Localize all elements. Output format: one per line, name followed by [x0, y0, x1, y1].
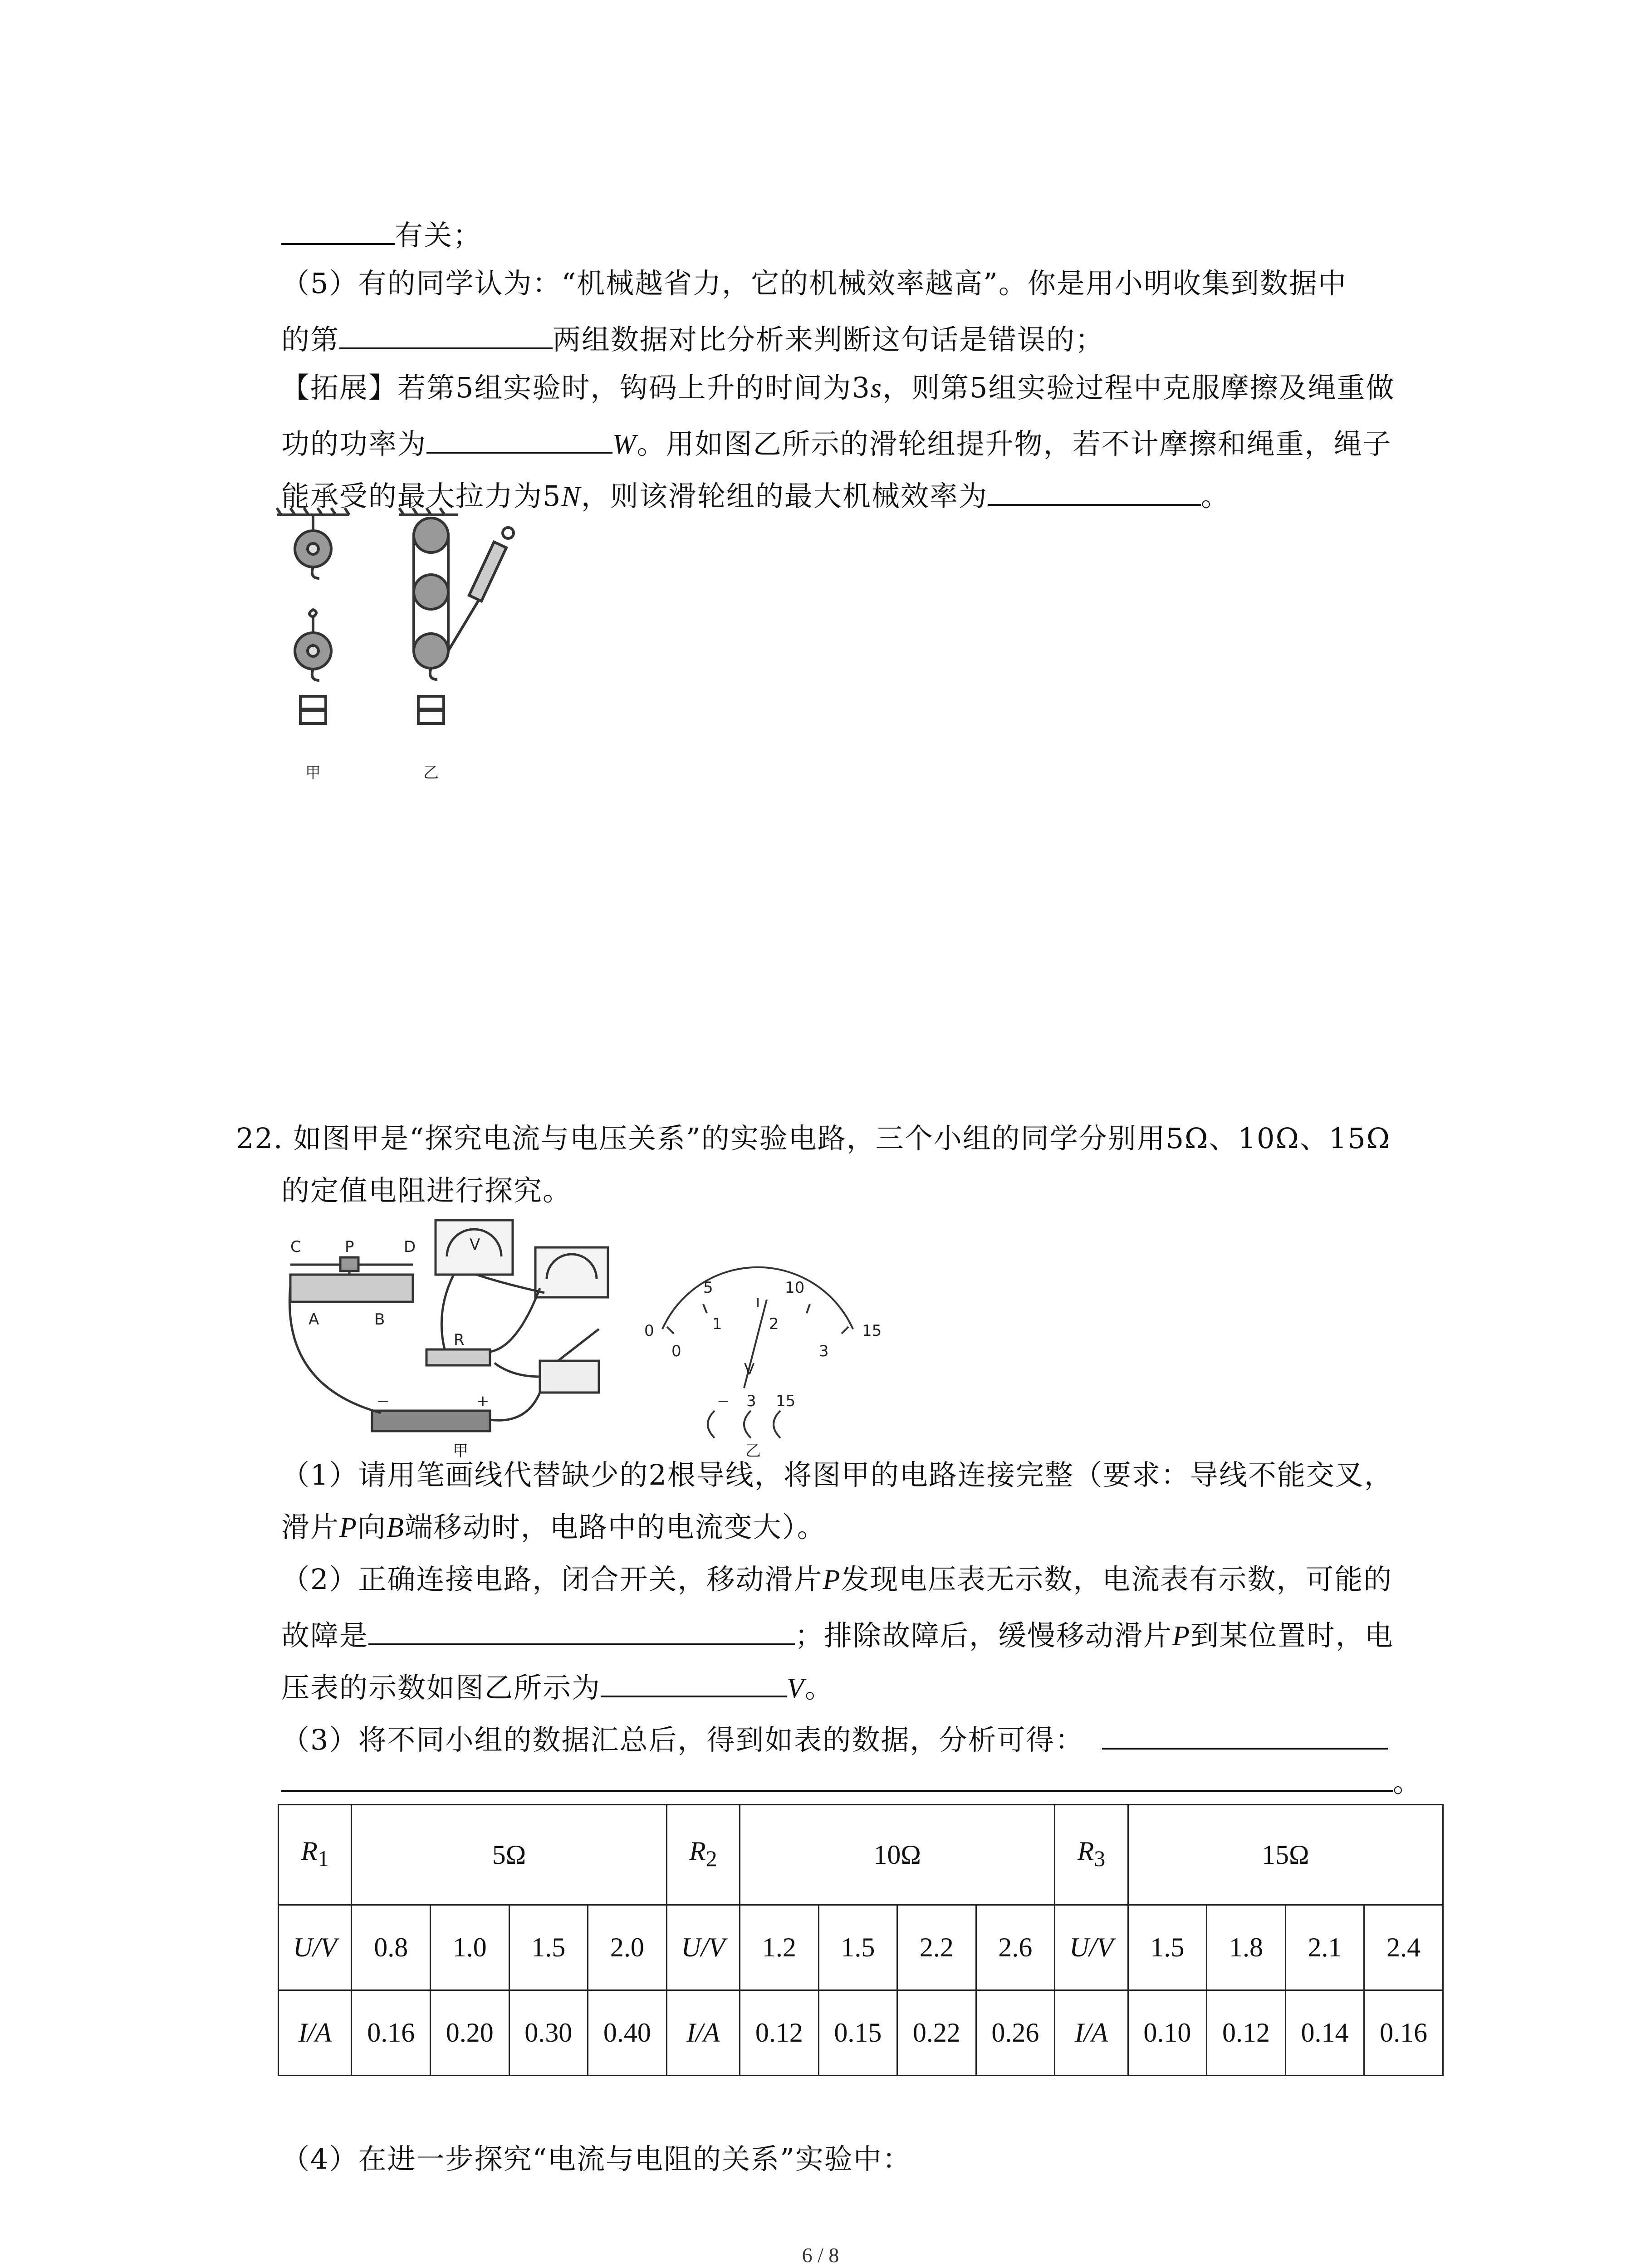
answer-blank[interactable]	[281, 1760, 1393, 1792]
voltmeter-label-v: V	[470, 1236, 480, 1254]
circuit-figure	[281, 1207, 681, 1461]
dial-unit-label: V	[744, 1360, 755, 1378]
table-row	[279, 1805, 1443, 1905]
table-cell-i-unit: I/A	[666, 1990, 740, 2075]
table-cell-r2-value: 10Ω	[740, 1805, 1055, 1905]
table-cell: 1.8	[1207, 1905, 1286, 1990]
rheostat-label-a: A	[309, 1310, 319, 1329]
q22-line-1: 22. 如图甲是“探究电流与电压关系”的实验电路，三个小组的同学分别用5Ω、10Ω、15Ω	[236, 1122, 1391, 1155]
terminal-minus: −	[717, 1392, 730, 1410]
table-cell-r2: $R_2$	[666, 1805, 740, 1905]
table-cell: 1.0	[431, 1905, 509, 1990]
rheostat-label-c: C	[290, 1238, 301, 1256]
table-cell: 2.2	[897, 1905, 976, 1990]
table-cell: 0.20	[431, 1990, 509, 2075]
table-cell: 0.14	[1285, 1990, 1364, 2075]
dial-top-tick-0: 0	[644, 1322, 654, 1340]
answer-blank[interactable]	[601, 1666, 787, 1697]
table-cell: 1.5	[818, 1905, 897, 1990]
table-cell-i-unit: I/A	[1055, 1990, 1128, 2075]
resistor-label-r: R	[454, 1331, 465, 1349]
q22-part2-line-2: 故障是 ；排除故障后，缓慢移动滑片P到某位置时，电	[281, 1613, 1394, 1654]
table-cell: 1.2	[740, 1905, 819, 1990]
table-cell: 0.15	[818, 1990, 897, 2075]
pulley-figure	[268, 506, 549, 796]
answer-blank[interactable]	[1102, 1718, 1388, 1750]
dial-top-tick-15: 15	[862, 1322, 882, 1340]
data-table	[278, 1804, 1444, 2076]
figure-caption-yi: 乙	[745, 1442, 761, 1460]
q22-line-2: 的定值电阻进行探究。	[281, 1174, 572, 1207]
q21-line-1: 有关；	[281, 213, 482, 254]
table-cell: 1.5	[509, 1905, 588, 1990]
figure-caption-yi: 乙	[423, 764, 439, 782]
table-cell-u-unit: U/V	[666, 1905, 740, 1990]
table-row	[279, 1905, 1443, 1990]
q21-line-6: 能承受的最大拉力为5N，则该滑轮组的最大机械效率为 。	[281, 474, 1230, 515]
table-cell: 0.30	[509, 1990, 588, 2075]
table-cell: 2.1	[1285, 1905, 1364, 1990]
page-number: 6 / 8	[802, 2244, 839, 2267]
dial-bottom-tick-1: 1	[712, 1315, 722, 1333]
q22-part3-line-2: 。	[281, 1760, 1422, 1800]
table-cell-r3: $R_3$	[1055, 1805, 1128, 1905]
table-cell: 2.6	[976, 1905, 1055, 1990]
q21-line-4: 【拓展】若第5组实验时，钩码上升的时间为3s，则第5组实验过程中克服摩擦及绳重做	[281, 371, 1395, 404]
battery-plus-label: +	[476, 1392, 490, 1410]
q21-line-3: 的第 两组数据对比分析来判断这句话是错误的；	[281, 318, 1104, 358]
table-cell-u-unit: U/V	[279, 1905, 352, 1990]
voltmeter-dial-figure	[635, 1261, 889, 1461]
battery-minus-label: −	[377, 1392, 390, 1410]
table-cell: 0.16	[1364, 1990, 1443, 2075]
answer-blank[interactable]	[426, 422, 612, 454]
table-cell: 0.8	[352, 1905, 431, 1990]
table-cell: 0.10	[1128, 1990, 1207, 2075]
terminal-3: 3	[746, 1392, 756, 1410]
answer-blank[interactable]	[368, 1613, 795, 1645]
table-cell-r1-value: 5Ω	[352, 1805, 666, 1905]
table-cell: 2.4	[1364, 1905, 1443, 1990]
q21-line-2: （5）有的同学认为：“机械越省力，它的机械效率越高”。你是用小明收集到数据中	[281, 267, 1347, 300]
table-cell-r3-value: 15Ω	[1128, 1805, 1443, 1905]
table-cell-r1: $R_1$	[279, 1805, 352, 1905]
dial-bottom-tick-0: 0	[671, 1342, 681, 1360]
table-cell-i-unit: I/A	[279, 1990, 352, 2075]
q22-part2-line-3: 压表的示数如图乙所示为 V。	[281, 1666, 834, 1706]
table-cell: 0.16	[352, 1990, 431, 2075]
q22-part1-line-1: （1）请用笔画线代替缺少的2根导线，将图甲的电路连接完整（要求：导线不能交叉，	[281, 1458, 1393, 1491]
table-row	[279, 1990, 1443, 2075]
dial-bottom-tick-3: 3	[819, 1342, 829, 1360]
answer-blank[interactable]	[281, 213, 395, 245]
answer-blank[interactable]	[339, 318, 553, 349]
figure-caption-jia: 甲	[453, 1442, 468, 1460]
answer-blank[interactable]	[988, 474, 1201, 506]
dial-top-tick-5: 5	[703, 1279, 713, 1297]
terminal-15: 15	[776, 1392, 796, 1410]
dial-top-tick-10: 10	[785, 1279, 805, 1297]
table-cell: 0.40	[588, 1990, 667, 2075]
table-cell: 1.5	[1128, 1905, 1207, 1990]
rheostat-label-d: D	[404, 1238, 416, 1256]
table-cell: 0.12	[740, 1990, 819, 2075]
table-cell: 0.26	[976, 1990, 1055, 2075]
rheostat-label-b: B	[374, 1310, 385, 1329]
table-cell: 0.22	[897, 1990, 976, 2075]
figure-caption-jia: 甲	[305, 764, 321, 782]
table-cell-u-unit: U/V	[1055, 1905, 1128, 1990]
rheostat-label-p: P	[345, 1238, 354, 1256]
q22-part4-line-1: （4）在进一步探究“电流与电阻的关系”实验中：	[281, 2142, 911, 2175]
q22-part2-line-1: （2）正确连接电路，闭合开关，移动滑片P发现电压表无示数，电流表有示数，可能的	[281, 1563, 1393, 1596]
table-cell: 0.12	[1207, 1990, 1286, 2075]
q21-line-5: 功的功率为 W。用如图乙所示的滑轮组提升物，若不计摩擦和绳重，绳子	[281, 422, 1392, 463]
q22-part1-line-2: 滑片P向B端移动时，电路中的电流变大）。	[281, 1510, 826, 1544]
table-cell: 2.0	[588, 1905, 667, 1990]
q22-part3-line-1: （3）将不同小组的数据汇总后，得到如表的数据，分析可得：	[281, 1718, 1388, 1758]
dial-bottom-tick-2: 2	[769, 1315, 779, 1333]
